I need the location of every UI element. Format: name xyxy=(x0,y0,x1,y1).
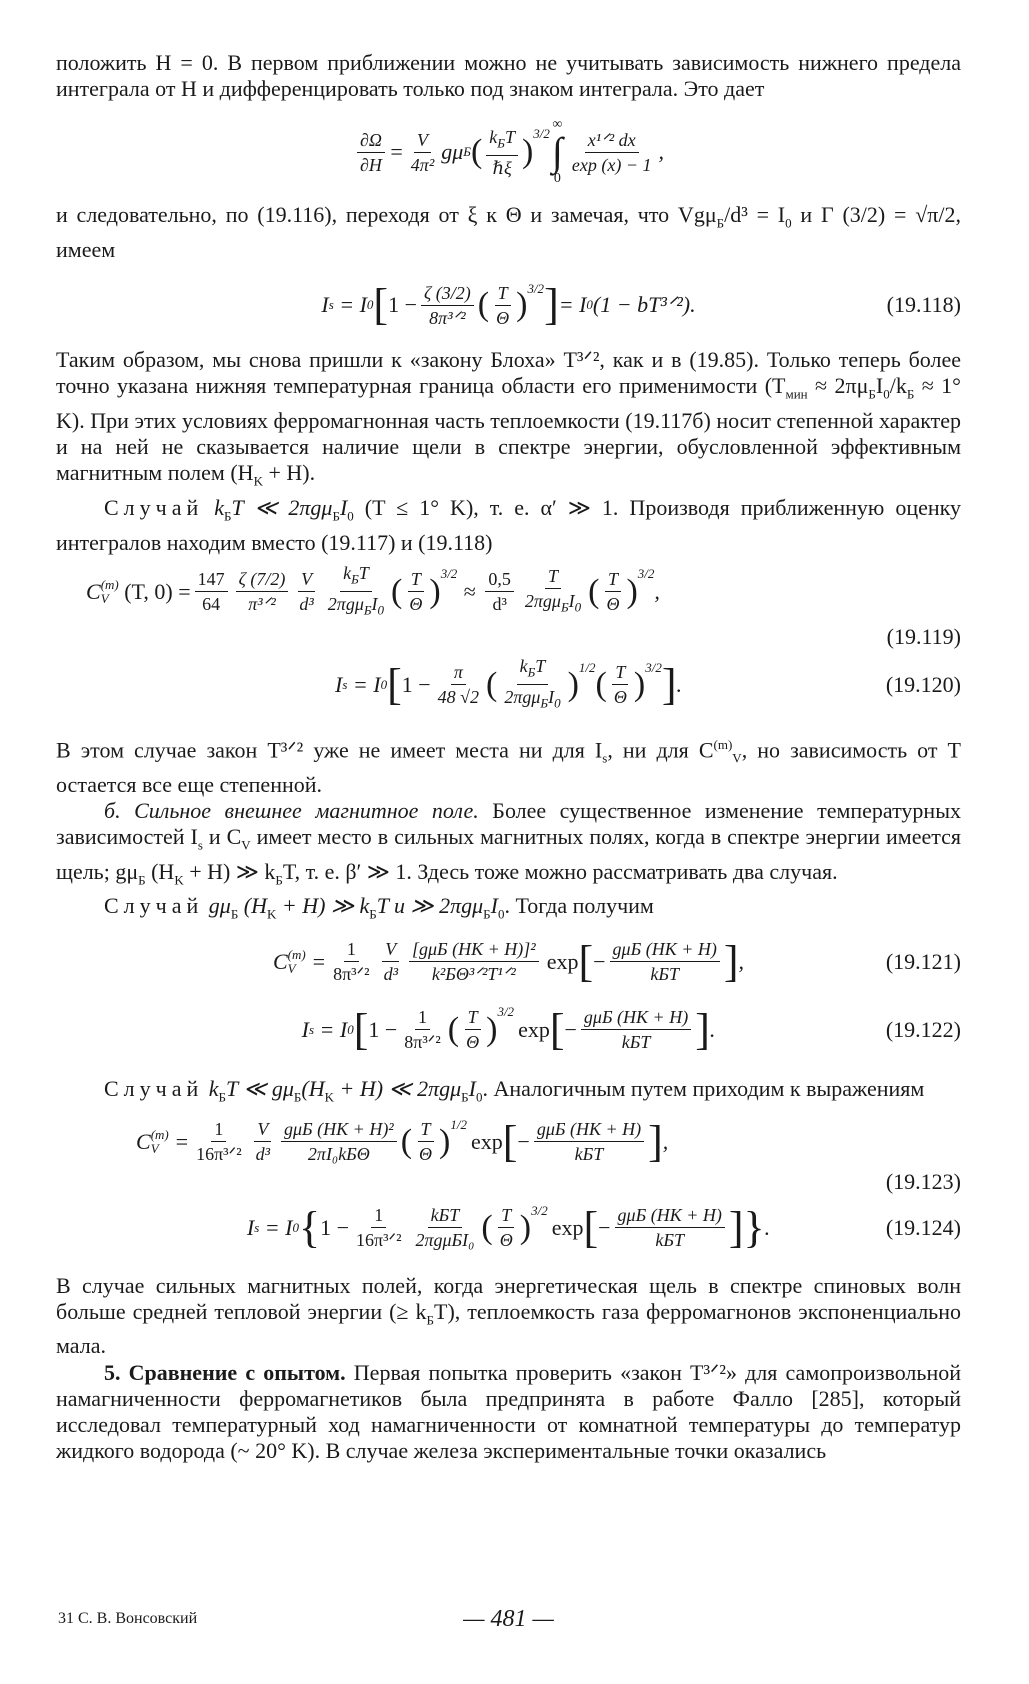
equation-19-119: C (m) V (T, 0) = $\frac{147}{64}$ $\frac{\zeta (7/2)}{\text{π³ᐟ²}}$ $\frac{V}{\text{d³}}$ $\frac{k_БT}{2\pi g\mu_БI_0}$ ( $\frac{T}{\Theta}$ ) $^{3/2}$ ≈ $\frac{0,5}{\text{d³}}$ $\frac{T}{2\pi g\mu_БI_0}$ ( $\frac{T}{\Theta}$ ) $^{3/2}$ , xyxy=(86,562,660,618)
eq1-lhs: $\frac{\partial\Omega}{\partial H}$ xyxy=(357,129,385,176)
paragraph-5: б. Сильное внешнее магнитное поле. Более существенное изменение температурных зависимостей $I_s$ и $C_V$ имеет место в сильных магнитных полях, когда в спектре энергии имеется щель; $g\mu_Б$ $(H_K + H)$ ≫ $k_БT$, т. е. β′ ≫ 1. Здесь тоже можно рассматривать два случая. xyxy=(56,797,962,888)
paragraph-2: и следовательно, по (19.116), переходя от ξ к Θ и замечая, что $Vg\mu_Б/d^3 = I_0$ и Γ (3/2) = √π/2, имеем xyxy=(56,202,961,262)
equation-19-123: C (m) V = $\frac{1}{\text{16π³ᐟ²}}$ $\frac{V}{\text{d³}}$ $\frac{\text{gμБ (HK + H)²}}{\text{2πI₀kБΘ}}$ ( $\frac{T}{\Theta}$ ) $^{1/2}$ exp [ − $\frac{\text{gμБ (HK + H)}}{\text{kБT}}$ ] , xyxy=(136,1116,669,1166)
page-number: — 481 — xyxy=(463,1606,554,1632)
equation-number: (19.124) xyxy=(885,1214,961,1240)
equation-number: (19.119) xyxy=(886,623,961,649)
equation-19-118: I s = I 0 [ 1 − $\frac{\zeta (3/2)}{\text{8π³ᐟ²}}$ ( $\frac{T}{\Theta}$ ) $^{3/2}$ ] = I 0 (1 − bT³ᐟ²). (19.118) xyxy=(321,280,961,330)
equation-19-124: I s = I 0 { 1 − $\frac{1}{\text{16π³ᐟ²}}$ $\frac{\text{kБT}}{\text{2πgμБI₀}}$ ( $\frac{T}{\Theta}$ ) $^{3/2}$ exp [ − $\frac{\text{gμБ (HK + H)}}{\text{kБT}}$ ] } . (19.124) xyxy=(246,1202,961,1252)
footer-signature: 31 С. В. Вонсовский xyxy=(58,1610,198,1627)
paragraph-case-2: Случай $g\mu_Б$ $(H_K + H)$ ≫ $k_БT$ и ≫ $2\pi g\mu_БI_0$. Тогда получим xyxy=(104,893,654,922)
paragraph-7: 5. Сравнение с опытом. Первая попытка проверить «закон T³ᐟ²» для самопроизвольной намагниченности ферромагнетиков была предпринята в работе Фалло [285], который исследовал температурный ход намагниченности от комнатной температуры до температур жидкого водорода (~ 20° K). В случае железа экспериментальные точки оказались xyxy=(56,1359,961,1464)
paragraph-4: В этом случае закон T³ᐟ² уже не имеет места ни для $I_s$, ни для $C^{(m)}_V$, но зависимость от T остается все еще степенной. xyxy=(56,736,961,797)
paragraph-1-text: положить H = 0. В первом приближении можно не учитывать зависимость нижнего предела интеграла от H и дифференцировать только под знаком интеграла. Это дает xyxy=(56,50,961,102)
equation-19-120: I s = I 0 [ 1 − $\frac{\pi}{48 √2}$ ( $\frac{k_БT}{2\pi g\mu_БI_0}$ ) $^{1/2}$ ( $\frac{T}{\Theta}$ ) $^{3/2}$ ] . (19.120) xyxy=(335,655,961,711)
paragraph-1 xyxy=(56,50,961,102)
equation-number: (19.120) xyxy=(885,671,961,697)
equation-19-122: I s = I 0 [ 1 − $\frac{1}{\text{8π³ᐟ²}}$ ( $\frac{T}{\Theta}$ ) $^{3/2}$ exp [ − $\frac{\text{gμБ (HK + H)}}{\text{kБT}}$ ] . (19.122) xyxy=(301,1003,961,1054)
section-heading: 5. Сравнение с опытом. xyxy=(104,1359,346,1385)
paragraph-case-1: Случай $k_БT$ ≪ $2\pi g\mu_БI_0$ (T ≤ 1° K), т. е. α′ ≫ 1. Производя приближенную оценку интегралов находим вместо (19.117) и (19.118) xyxy=(56,495,962,555)
page-footer xyxy=(56,1606,961,1636)
equation-number: (19.123) xyxy=(885,1168,961,1194)
paragraph-3: Таким образом, мы снова пришли к «закону Блоха» T³ᐟ², как и в (19.85). Только теперь более точно указана нижняя температурная граница области его применимости ($T_{мин} \approx 2\pi\mu_БI_0/k_Б \approx 1^\circ$ K). При этих условиях ферромагнонная часть теплоемкости (19.117б) носит степенной характер и на ней не сказывается наличие щели в спектре энергии, обусловленной эффективным магнитным полем $(H_K + H)$. xyxy=(56,347,961,489)
equation-number: (19.121) xyxy=(885,948,961,974)
paragraph-case-3: Случай $k_БT$ ≪ $g\mu_Б(H_K + H)$ ≪ $2\pi g\mu_БI_0$. Аналогичным путем приходим к выражениям xyxy=(104,1075,925,1105)
integral-sign: ∞ ∫ 0 xyxy=(551,117,563,187)
page-body xyxy=(56,50,961,1464)
equation-number: (19.118) xyxy=(886,292,961,318)
subsection-label: б. Сильное внешнее магнитное поле. xyxy=(104,797,479,823)
paragraph-6: В случае сильных магнитных полей, когда энергетическая щель в спектре спиновых волн больше средней тепловой энергии (≥ $k_БT$), теплоемкость газа ферромагнонов экспоненциально мала. xyxy=(56,1272,961,1359)
equation-domega: $\frac{\partial\Omega}{\partial H}$ = $\frac{V}{\text{4π²}}$ gμ Б ( $\frac{k_БT}{\text{ℏξ}}$ ) $^{3/2}$ ∞ ∫ 0 $\frac{\text{x¹ᐟ² dx}}{\exp (x) - 1}$ , xyxy=(56,102,961,202)
equation-number: (19.122) xyxy=(885,1016,961,1042)
equation-19-121: C (m) V = $\frac{1}{\text{8π³ᐟ²}}$ $\frac{V}{\text{d³}}$ $\frac{\text{[gμБ (HK + H)]²}}{\text{k²БΘ³ᐟ²T¹ᐟ²}}$ exp [ − $\frac{\text{gμБ (HK + H)}}{\text{kБT}}$ ] , (19.121) xyxy=(272,936,961,986)
